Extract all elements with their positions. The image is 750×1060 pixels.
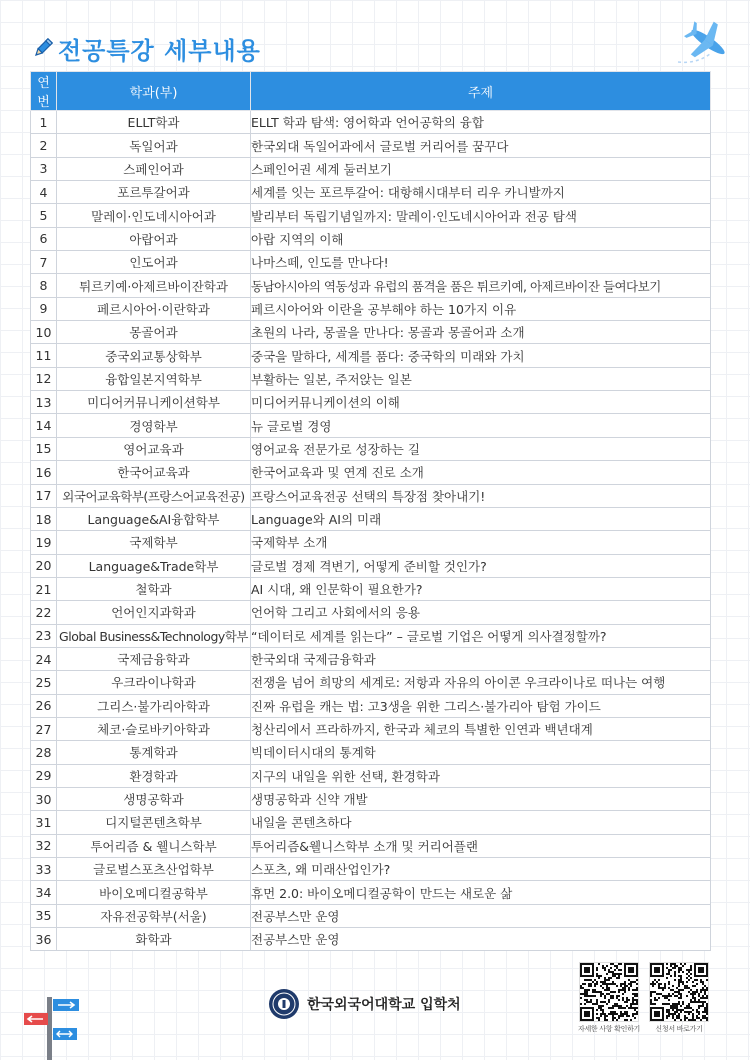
row-department: 철학과	[57, 577, 251, 600]
row-topic: 한국외대 독일어과에서 글로벌 커리어를 꿈꾸다	[251, 134, 711, 157]
row-department: Language&Trade학부	[57, 554, 251, 577]
row-topic: 한국외대 국제금융학과	[251, 647, 711, 670]
row-topic: 나마스떼, 인도를 만나다!	[251, 251, 711, 274]
table-row	[31, 181, 711, 204]
table-row	[31, 274, 711, 297]
row-topic: 청산리에서 프라하까지, 한국과 체코의 특별한 인연과 백년대계	[251, 717, 711, 740]
row-number: 15	[31, 437, 57, 460]
row-number: 10	[31, 321, 57, 344]
row-department: Global Business&Technology학부	[57, 624, 251, 647]
row-number: 36	[31, 928, 57, 951]
table-row	[31, 928, 711, 951]
row-department: 포르투갈어과	[57, 181, 251, 204]
qr-code-icon	[649, 962, 709, 1022]
row-number: 14	[31, 414, 57, 437]
row-number: 8	[31, 274, 57, 297]
row-number: 23	[31, 624, 57, 647]
row-department: 중국외교통상학부	[57, 344, 251, 367]
row-topic: 내일을 콘텐츠하다	[251, 811, 711, 834]
row-topic: “데이터로 세계를 읽는다” – 글로벌 기업은 어떻게 의사결정할까?	[251, 624, 711, 647]
row-department: 한국어교육과	[57, 461, 251, 484]
row-topic: 진짜 유럽을 캐는 법: 고3생을 위한 그리스·불가리아 탐험 가이드	[251, 694, 711, 717]
header-department: 학과(부)	[57, 72, 251, 111]
table-row	[31, 531, 711, 554]
table-row	[31, 461, 711, 484]
row-number: 30	[31, 787, 57, 810]
table-row	[31, 624, 711, 647]
row-number: 13	[31, 391, 57, 414]
university-seal-icon	[268, 988, 300, 1020]
table-row	[31, 134, 711, 157]
qr-caption: 신청서 바로가기	[655, 1025, 703, 1033]
row-number: 2	[31, 134, 57, 157]
row-number: 22	[31, 601, 57, 624]
row-topic: 프랑스어교육전공 선택의 특장점 찾아내기!	[251, 484, 711, 507]
organization-name: 한국외국어대학교 입학처	[307, 997, 461, 1013]
table-row	[31, 741, 711, 764]
row-department: 언어인지과학과	[57, 601, 251, 624]
table-body	[31, 111, 711, 951]
row-topic: 전쟁을 넘어 희망의 세계로: 저항과 자유의 아이콘 우크라이나로 떠나는 여행	[251, 671, 711, 694]
table-row	[31, 391, 711, 414]
row-number: 3	[31, 157, 57, 180]
row-number: 31	[31, 811, 57, 834]
table-row	[31, 694, 711, 717]
row-number: 7	[31, 251, 57, 274]
row-number: 17	[31, 484, 57, 507]
row-number: 26	[31, 694, 57, 717]
row-number: 35	[31, 904, 57, 927]
row-topic: 한국어교육과 및 연계 진로 소개	[251, 461, 711, 484]
table-row	[31, 554, 711, 577]
table-row	[31, 204, 711, 227]
row-department: 말레이·인도네시아어과	[57, 204, 251, 227]
row-number: 33	[31, 858, 57, 881]
table-row	[31, 601, 711, 624]
table-row	[31, 484, 711, 507]
row-topic: 스페인어권 세계 둘러보기	[251, 157, 711, 180]
row-number: 28	[31, 741, 57, 764]
qr-code-icon	[579, 962, 639, 1022]
table-row	[31, 577, 711, 600]
row-department: 우크라이나학과	[57, 671, 251, 694]
row-number: 21	[31, 577, 57, 600]
row-topic: 뉴 글로벌 경영	[251, 414, 711, 437]
row-department: 체코·슬로바키아학과	[57, 717, 251, 740]
table-row	[31, 367, 711, 390]
table-row	[31, 227, 711, 250]
row-number: 1	[31, 111, 57, 134]
row-department: 인도어과	[57, 251, 251, 274]
row-topic: 전공부스만 운영	[251, 928, 711, 951]
row-number: 12	[31, 367, 57, 390]
row-topic: Language와 AI의 미래	[251, 507, 711, 530]
row-number: 29	[31, 764, 57, 787]
table-row	[31, 507, 711, 530]
row-department: 튀르키예·아제르바이잔학과	[57, 274, 251, 297]
header-number: 연번	[31, 72, 57, 111]
row-number: 19	[31, 531, 57, 554]
row-number: 27	[31, 717, 57, 740]
row-department: 디지털콘텐츠학부	[57, 811, 251, 834]
table-header-row	[31, 72, 711, 111]
row-topic: 투어리즘&웰니스학부 소개 및 커리어플랜	[251, 834, 711, 857]
row-number: 4	[31, 181, 57, 204]
qr-application[interactable]	[648, 962, 710, 1034]
table-row	[31, 787, 711, 810]
row-number: 9	[31, 297, 57, 320]
table-row	[31, 858, 711, 881]
pencil-icon	[32, 37, 54, 59]
row-number: 18	[31, 507, 57, 530]
row-topic: 생명공학과 신약 개발	[251, 787, 711, 810]
row-topic: 초원의 나라, 몽골을 만나다: 몽골과 몽골어과 소개	[251, 321, 711, 344]
qr-caption: 자세한 사항 확인하기	[578, 1025, 641, 1033]
row-topic: ELLT 학과 탐색: 영어학과 언어공학의 융합	[251, 111, 711, 134]
row-number: 25	[31, 671, 57, 694]
row-department: 몽골어과	[57, 321, 251, 344]
row-number: 20	[31, 554, 57, 577]
row-department: 바이오메디컬공학부	[57, 881, 251, 904]
table-row	[31, 321, 711, 344]
row-department: Language&AI융합학부	[57, 507, 251, 530]
row-number: 16	[31, 461, 57, 484]
table-row	[31, 344, 711, 367]
row-topic: 부활하는 일본, 주저앉는 일본	[251, 367, 711, 390]
row-topic: 스포츠, 왜 미래산업인가?	[251, 858, 711, 881]
row-department: 영어교육과	[57, 437, 251, 460]
row-topic: 페르시아어와 이란을 공부해야 하는 10가지 이유	[251, 297, 711, 320]
title-text: 전공특강 세부내용	[58, 36, 261, 65]
row-topic: 영어교육 전문가로 성장하는 길	[251, 437, 711, 460]
table-row	[31, 437, 711, 460]
row-department: 국제학부	[57, 531, 251, 554]
row-department: 외국어교육학부(프랑스어교육전공)	[57, 484, 251, 507]
row-department: 글로벌스포츠산업학부	[57, 858, 251, 881]
row-topic: 글로벌 경제 격변기, 어떻게 준비할 것인가?	[251, 554, 711, 577]
row-department: 화학과	[57, 928, 251, 951]
row-topic: 빅데이터시대의 통계학	[251, 741, 711, 764]
table-row	[31, 717, 711, 740]
row-department: 페르시아어·이란학과	[57, 297, 251, 320]
row-topic: 국제학부 소개	[251, 531, 711, 554]
topics-table	[30, 71, 711, 951]
row-department: 국제금융학과	[57, 647, 251, 670]
row-department: 미디어커뮤니케이션학부	[57, 391, 251, 414]
row-number: 34	[31, 881, 57, 904]
row-department: 자유전공학부(서울)	[57, 904, 251, 927]
table-row	[31, 297, 711, 320]
row-department: 투어리즘 & 웰니스학부	[57, 834, 251, 857]
footer-logo	[268, 988, 461, 1020]
airplane-icon	[676, 18, 736, 68]
row-department: 아랍어과	[57, 227, 251, 250]
row-number: 6	[31, 227, 57, 250]
row-department: ELLT학과	[57, 111, 251, 134]
row-topic: AI 시대, 왜 인문학이 필요한가?	[251, 577, 711, 600]
row-department: 독일어과	[57, 134, 251, 157]
qr-details[interactable]	[578, 962, 640, 1034]
row-topic: 휴먼 2.0: 바이오메디컬공학이 만드는 새로운 삶	[251, 881, 711, 904]
table-row	[31, 111, 711, 134]
table-row	[31, 811, 711, 834]
row-department: 그리스·불가리아학과	[57, 694, 251, 717]
table-row	[31, 414, 711, 437]
row-department: 환경학과	[57, 764, 251, 787]
row-topic: 세계를 잇는 포르투갈어: 대항해시대부터 리우 카니발까지	[251, 181, 711, 204]
table-row	[31, 671, 711, 694]
row-number: 24	[31, 647, 57, 670]
row-topic: 미디어커뮤니케이션의 이해	[251, 391, 711, 414]
table-row	[31, 881, 711, 904]
page-title	[32, 28, 261, 68]
row-topic: 중국을 말하다, 세계를 품다: 중국학의 미래와 가치	[251, 344, 711, 367]
row-department: 스페인어과	[57, 157, 251, 180]
signpost-icon	[22, 995, 82, 1060]
table-row	[31, 764, 711, 787]
row-topic: 아랍 지역의 이해	[251, 227, 711, 250]
row-department: 융합일본지역학부	[57, 367, 251, 390]
row-department: 생명공학과	[57, 787, 251, 810]
row-topic: 동남아시아의 역동성과 유럽의 품격을 품은 튀르키예, 아제르바이잔 들여다보기	[251, 274, 711, 297]
header-topic: 주제	[251, 72, 711, 111]
table-row	[31, 647, 711, 670]
row-topic: 발리부터 독립기념일까지: 말레이·인도네시아어과 전공 탐색	[251, 204, 711, 227]
row-number: 11	[31, 344, 57, 367]
table-row	[31, 251, 711, 274]
row-topic: 전공부스만 운영	[251, 904, 711, 927]
table-row	[31, 834, 711, 857]
row-department: 통계학과	[57, 741, 251, 764]
table-row	[31, 904, 711, 927]
row-number: 32	[31, 834, 57, 857]
table-row	[31, 157, 711, 180]
row-number: 5	[31, 204, 57, 227]
row-topic: 지구의 내일을 위한 선택, 환경학과	[251, 764, 711, 787]
row-topic: 언어학 그리고 사회에서의 응용	[251, 601, 711, 624]
row-department: 경영학부	[57, 414, 251, 437]
